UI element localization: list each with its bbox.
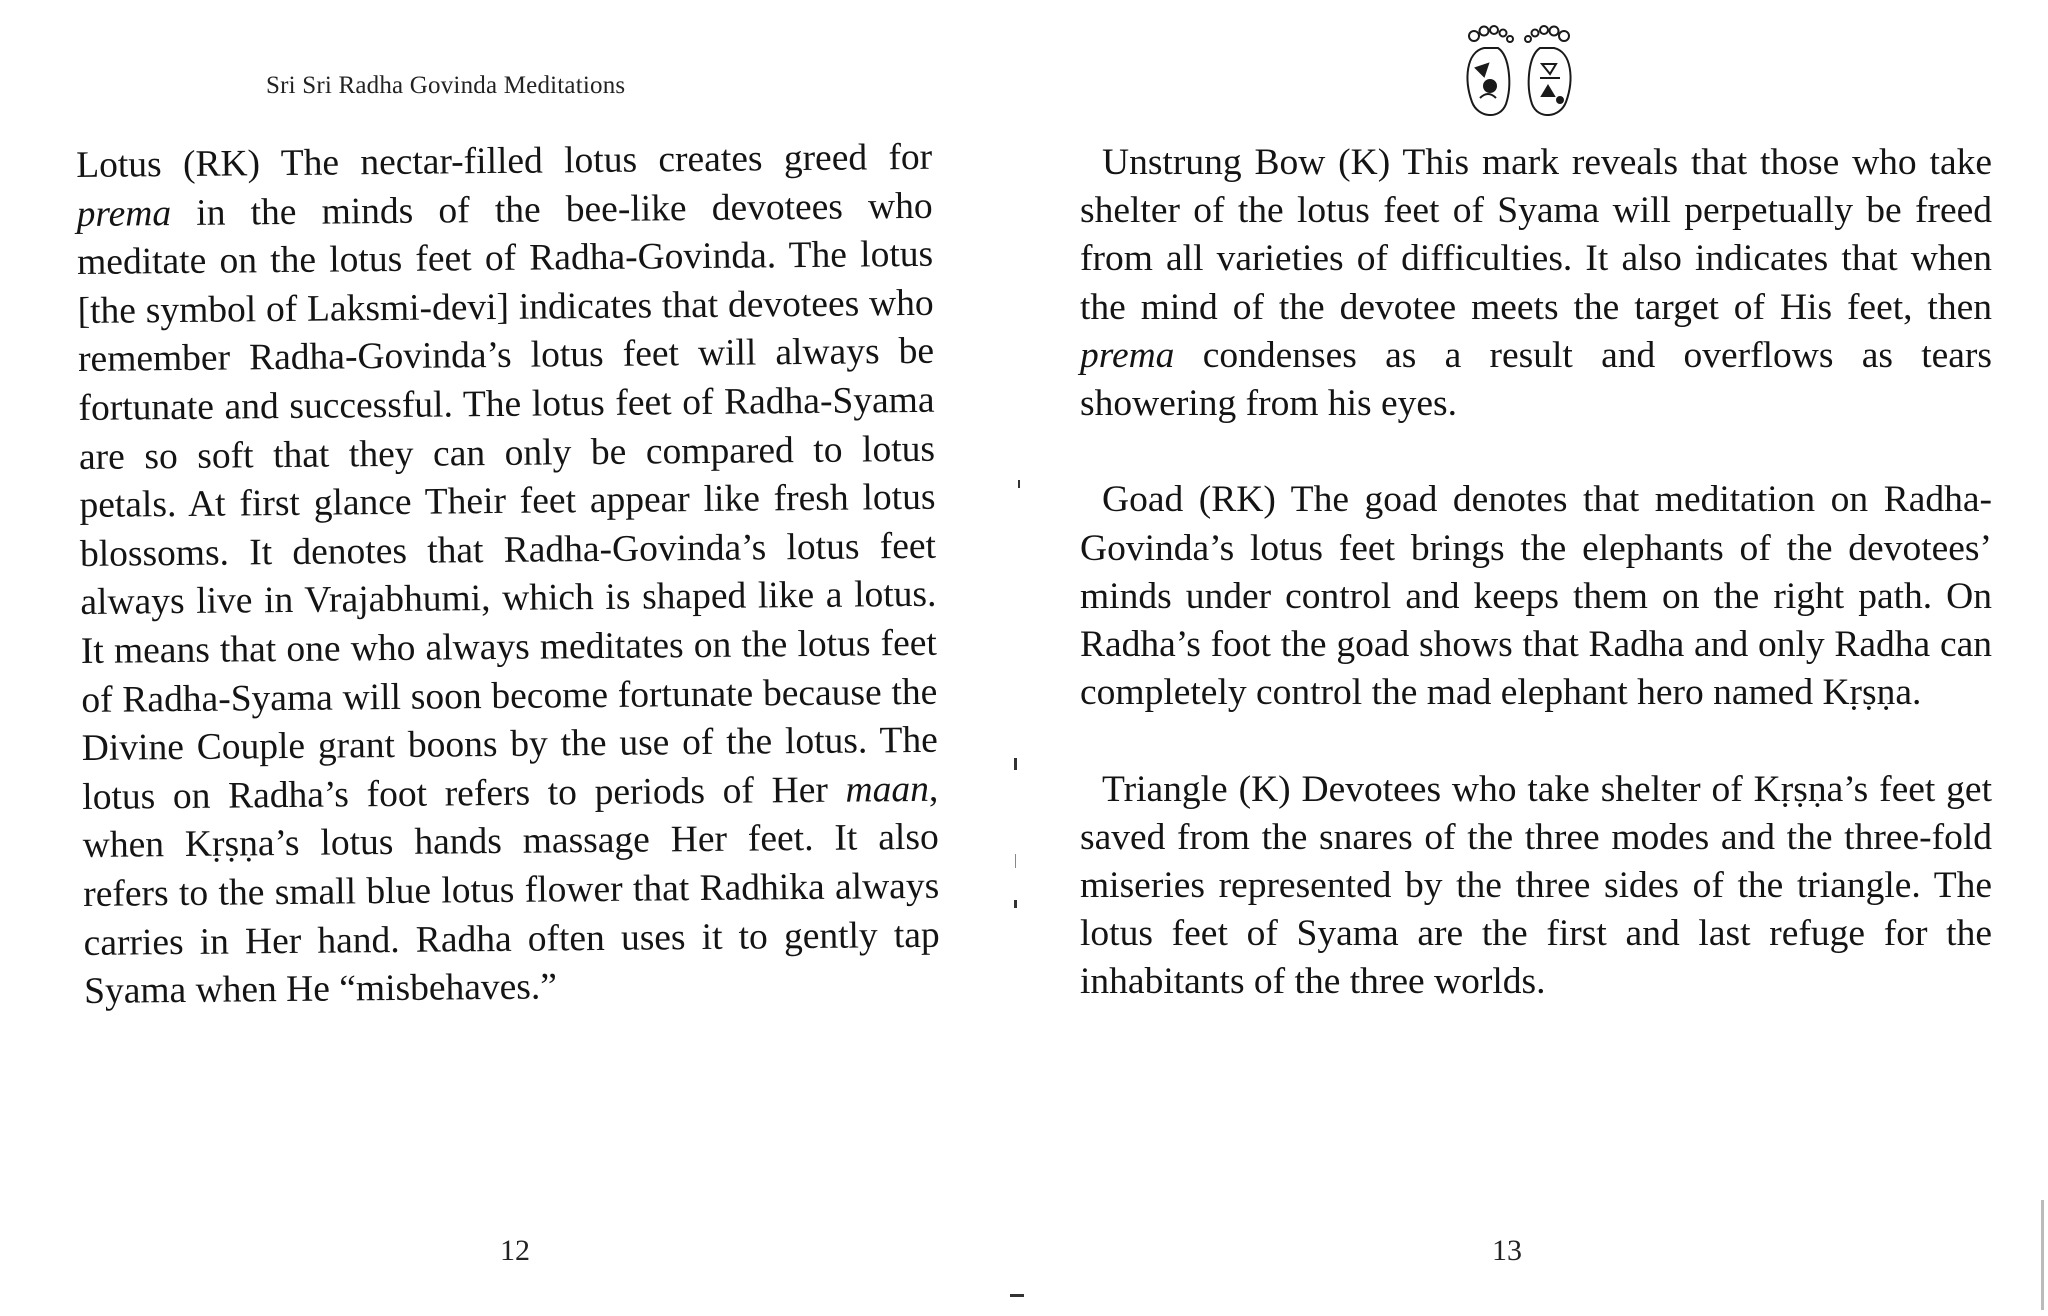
text-run: Lotus (RK) The nectar-filled lotus creates greed for (76, 136, 933, 186)
left-page-body (76, 134, 940, 1017)
text-run: Triangle (K) Devotees who take shelter of Kṛṣṇa’s feet get saved from the snares of the three modes and the three-fold miseries represented by the three sides of the triangle. The lotus feet of Syama are the first and last refuge for the inhabitants of the three worlds. (1080, 768, 1992, 1003)
page-edge-shadow (2041, 1200, 2044, 1310)
page-number-right: 13 (1492, 1234, 1522, 1267)
gutter-speck (1014, 758, 1017, 770)
right-page (1024, 0, 2048, 1316)
gutter-speck (1014, 900, 1017, 908)
text-run: Goad (RK) The goad denotes that meditation on Radha-Govinda’s lotus feet brings the elephants of the devotees’ minds under control and keeps them on the right path. On Radha’s foot the goad shows that Radha and only Radha can completely control the mad elephant hero named Kṛṣṇa. (1080, 479, 1992, 714)
text-run: , when Kṛṣṇa’s lotus hands massage Her feet. It also refers to the small blue lotus flower that Radhika always carries in Her hand. Radha often uses it to gently tap Syama when He “misbehaves.” (82, 768, 940, 1013)
gutter-speck (1015, 854, 1016, 868)
text-run: condenses as a result and overflows as tears showering from his eyes. (1080, 334, 1992, 425)
text-run: in the minds of the bee-like devotees who meditate on the lotus feet of Radha-Govinda. The lotus [the symbol of Laksmi-devi] indicates that devotees who remember Radha-Govinda’s lotus feet will always be fortunate and successful. The lotus feet of Radha-Syama are so soft that they can only be compared to lotus petals. At first glance Their feet appear like fresh lotus blossoms. It denotes that Radha-Govinda’s lotus feet always live in Vrajabhumi, which is shaped like a lotus. It means that one who always meditates on the lotus feet of Radha-Syama will soon become fortunate because the Divine Couple grant boons by the use of the lotus. The lotus on Radha’s foot refers to periods of Her (76, 185, 938, 818)
gutter-speck (1010, 1294, 1024, 1297)
italic-term: prema (1080, 334, 1175, 376)
body-paragraph (1080, 476, 1992, 717)
page-number-left: 12 (500, 1234, 530, 1267)
lotus-footprints-icon (1444, 20, 1594, 130)
italic-term: maan (845, 768, 930, 811)
body-paragraph (76, 134, 940, 1017)
right-page-body (1080, 139, 1992, 1007)
body-paragraph (1080, 139, 1992, 428)
gutter-speck (1018, 480, 1020, 488)
body-paragraph (1080, 766, 1992, 1007)
running-head: Sri Sri Radha Govinda Meditations (266, 72, 626, 99)
italic-term: prema (76, 192, 172, 235)
text-run: Unstrung Bow (K) This mark reveals that those who take shelter of the lotus feet of Syama will perpetually be freed from all varieties of difficulties. It also indicates that when the mind of the devotee meets the target of His feet, then (1080, 142, 1992, 328)
